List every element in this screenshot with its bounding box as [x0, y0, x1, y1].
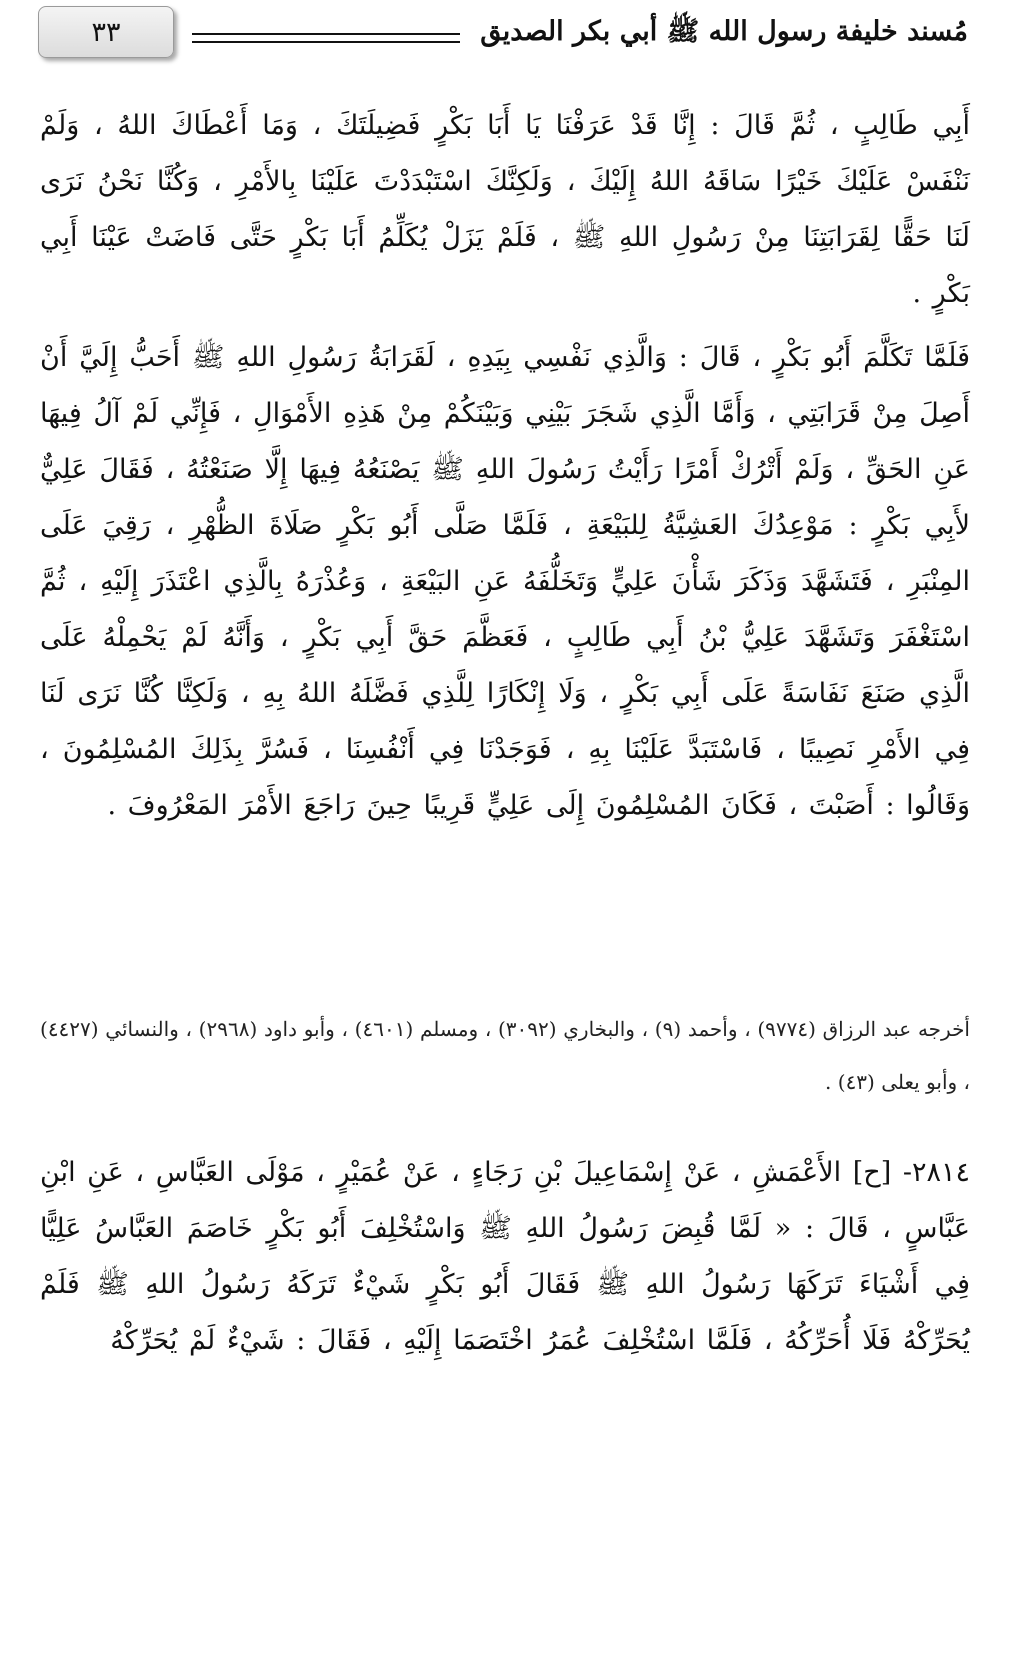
- page-header: [0, 0, 1010, 70]
- header-rule-upper: [192, 33, 460, 35]
- paragraph-1: أَبِي طَالِبٍ ، ثُمَّ قَالَ : إِنَّا قَدْ عَرَفْنَا يَا أَبَا بَكْرٍ فَضِيلَتَكَ ، وَمَا أَعْطَاكَ اللهُ ، وَلَمْ نَنْفَسْ عَلَيْكَ خَيْرًا سَاقَهُ اللهُ إِلَيْكَ ، وَلَكِنَّكَ اسْتَبْدَدْتَ عَلَيْنَا بِالأَمْرِ ، وَكُنَّا نَحْنُ نَرَى لَنَا حَقًّا لِقَرَابَتِنَا مِنْ رَسُولِ اللهِ ﷺ ، فَلَمْ يَزَلْ يُكَلِّمُ أَبَا بَكْرٍ حَتَّى فَاضَتْ عَيْنَا أَبِي بَكْرٍ .: [40, 110, 970, 309]
- header-rule-lower: [192, 41, 460, 43]
- paragraph-2: فَلَمَّا تَكَلَّمَ أَبُو بَكْرٍ ، قَالَ : وَالَّذِي نَفْسِي بِيَدِهِ ، لَقَرَابَةُ رَسُولِ اللهِ ﷺ أَحَبُّ إِلَيَّ أَنْ أَصِلَ مِنْ قَرَابَتِي ، وَأَمَّا الَّذِي شَجَرَ بَيْنِي وَبَيْنَكُمْ مِنْ هَذِهِ الأَمْوَالِ ، فَإِنِّي لَمْ آلُ فِيهَا عَنِ الحَقِّ ، وَلَمْ أَتْرُكْ أَمْرًا رَأَيْتُ رَسُولَ اللهِ ﷺ يَصْنَعُهُ فِيهَا إِلَّا صَنَعْتُهُ ، فَقَالَ عَلِيٌّ لأَبِي بَكْرٍ : مَوْعِدُكَ العَشِيَّةُ لِلبَيْعَةِ ، فَلَمَّا صَلَّى أَبُو بَكْرٍ صَلَاةَ الظُّهْرِ ، رَقِيَ عَلَى المِنْبَرِ ، فَتَشَهَّدَ وَذَكَرَ شَأْنَ عَلِيٍّ وَتَخَلُّفَهُ عَنِ البَيْعَةِ ، وَعُذْرَهُ بِالَّذِي اعْتَذَرَ إِلَيْهِ ، ثُمَّ اسْتَغْفَرَ وَتَشَهَّدَ عَلِيُّ بْنُ أَبِي طَالِبٍ ، فَعَظَّمَ حَقَّ أَبِي بَكْرٍ ، وَأَنَّهُ لَمْ يَحْمِلْهُ عَلَى الَّذِي صَنَعَ نَفَاسَةً عَلَى أَبِي بَكْرٍ ، وَلَا إِنْكَارًا لِلَّذِي فَضَّلَهُ اللهُ بِهِ ، وَلَكِنَّا كُنَّا نَرَى لَنَا فِي الأَمْرِ نَصِيبًا ، فَاسْتَبَدَّ عَلَيْنَا بِهِ ، فَوَجَدْنَا فِي أَنْفُسِنَا ، فَسُرَّ بِذَلِكَ المُسْلِمُونَ ، وَقَالُوا : أَصَبْتَ ، فَكَانَ المُسْلِمُونَ إِلَى عَلِيٍّ قَرِيبًا حِينَ رَاجَعَ الأَمْرَ المَعْرُوفَ .: [40, 342, 970, 821]
- takhrij-footnote: أخرجه عبد الرزاق (٩٧٧٤) ، وأحمد (٩) ، والبخاري (٣٠٩٢) ، ومسلم (٤٦٠١) ، وأبو داود (٢٩٦٨) ، والنسائي (٤٤٢٧) ، وأبو يعلى (٤٣) .: [40, 1017, 970, 1094]
- page-number: ٣٣: [91, 16, 121, 48]
- hadith-2814-block: [40, 1145, 970, 1369]
- paragraph-2-block: [40, 330, 970, 834]
- page-number-tab: [38, 6, 174, 58]
- footnote-block: [40, 1003, 970, 1109]
- hadith-number: ٢٨١٤-: [902, 1157, 970, 1188]
- running-title: مُسند خليفة رسول الله ﷺ أبي بكر الصديق: [480, 16, 968, 47]
- hadith-2814: [40, 1145, 970, 1369]
- paragraph-1-block: [40, 98, 970, 322]
- hadith-2814-text: [ح] الأَعْمَشِ ، عَنْ إِسْمَاعِيلَ بْنِ رَجَاءٍ ، عَنْ عُمَيْرٍ ، مَوْلَى العَبَّاسِ ، عَنِ ابْنِ عَبَّاسٍ ، قَالَ : « لَمَّا قُبِضَ رَسُولُ اللهِ ﷺ وَاسْتُخْلِفَ أَبُو بَكْرٍ خَاصَمَ العَبَّاسُ عَلِيًّا فِي أَشْيَاءَ تَرَكَهَا رَسُولُ اللهِ ﷺ فَقَالَ أَبُو بَكْرٍ شَيْءٌ تَرَكَهُ رَسُولُ اللهِ ﷺ فَلَمْ يُحَرِّكْهُ فَلَا أُحَرِّكُهُ ، فَلَمَّا اسْتُخْلِفَ عُمَرُ اخْتَصَمَا إِلَيْهِ ، فَقَالَ : شَيْءٌ لَمْ يُحَرِّكْهُ: [40, 1157, 970, 1356]
